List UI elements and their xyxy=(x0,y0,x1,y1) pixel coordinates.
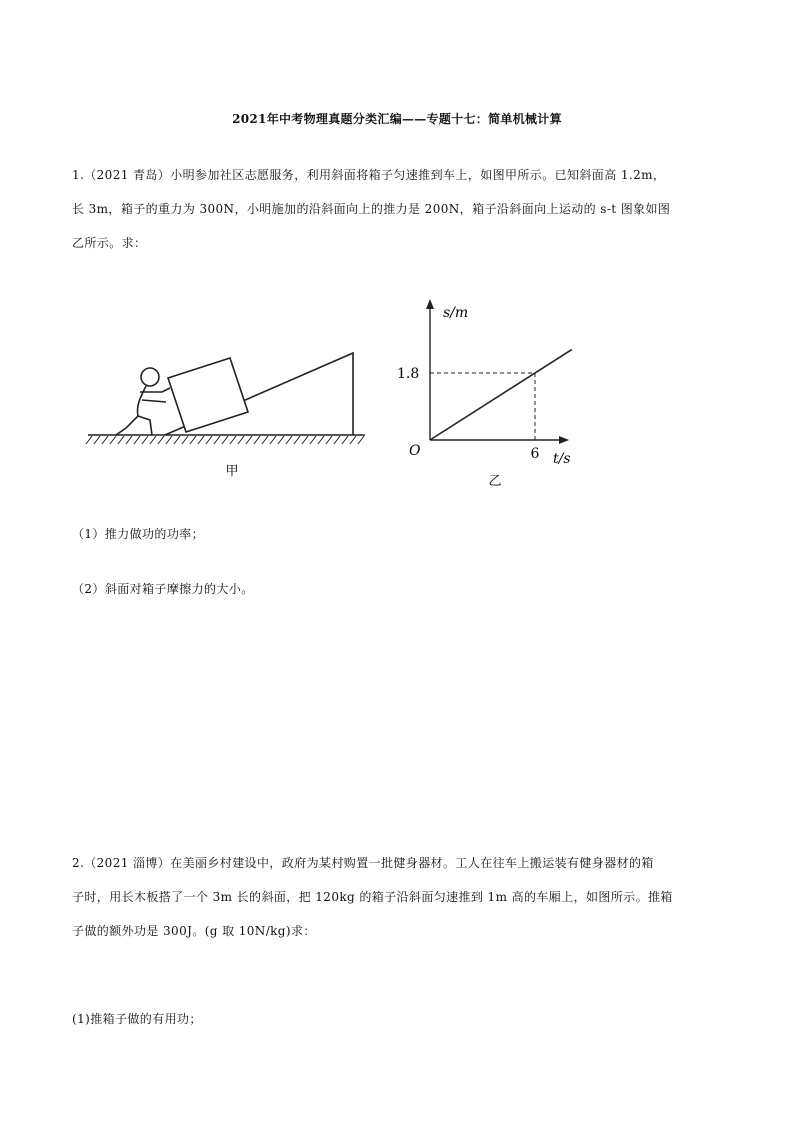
question-2-text xyxy=(72,846,732,948)
question-2-line: 子时，用长木板搭了一个 3m 长的斜面，把 120kg 的箱子沿斜面匀速推到 1m 高的车厢上，如图所示。推箱 xyxy=(72,890,673,904)
person-figure xyxy=(116,368,170,435)
ground-line xyxy=(86,435,365,444)
series-line xyxy=(430,350,572,440)
figure-st-graph xyxy=(395,295,595,495)
y-axis-arrow xyxy=(426,299,434,309)
figure-a-caption: 甲 xyxy=(225,464,239,479)
question-1-sub-2: （2）斜面对箱子摩擦力的大小。 xyxy=(72,582,254,596)
y-tick-label: 1.8 xyxy=(397,366,420,382)
x-axis-label: t/s xyxy=(553,451,571,467)
question-1-line: 乙所示。求： xyxy=(72,236,147,250)
question-1-line: 1.（2021 青岛）小明参加社区志愿服务，利用斜面将箱子匀速推到车上，如图甲所示。已知斜面高 1.2m， xyxy=(72,168,666,182)
origin-label: O xyxy=(409,443,421,459)
x-tick-label: 6 xyxy=(530,446,540,462)
y-axis-label: s/m xyxy=(443,305,469,321)
question-2-line: 2.（2021 淄博）在美丽乡村建设中，政府为某村购置一批健身器材。工人在往车上搬运装有健身器材的箱 xyxy=(72,856,654,870)
page-title: 2021年中考物理真题分类汇编——专题十七：简单机械计算 xyxy=(232,112,562,126)
question-1-sub-1: （1）推力做功的功率； xyxy=(72,527,205,541)
question-1-text xyxy=(72,158,732,260)
figure-incline xyxy=(80,340,380,490)
box xyxy=(168,358,248,432)
question-1-line: 长 3m，箱子的重力为 300N，小明施加的沿斜面向上的推力是 200N，箱子沿斜面向上运动的 s-t 图象如图 xyxy=(72,202,671,216)
figure-b-caption: 乙 xyxy=(488,474,502,489)
x-axis-arrow xyxy=(559,436,569,444)
question-2-line: 子做的额外功是 300J。(g 取 10N/kg)求： xyxy=(72,924,316,938)
question-2-sub-1: (1)推箱子做的有用功； xyxy=(72,1012,202,1026)
